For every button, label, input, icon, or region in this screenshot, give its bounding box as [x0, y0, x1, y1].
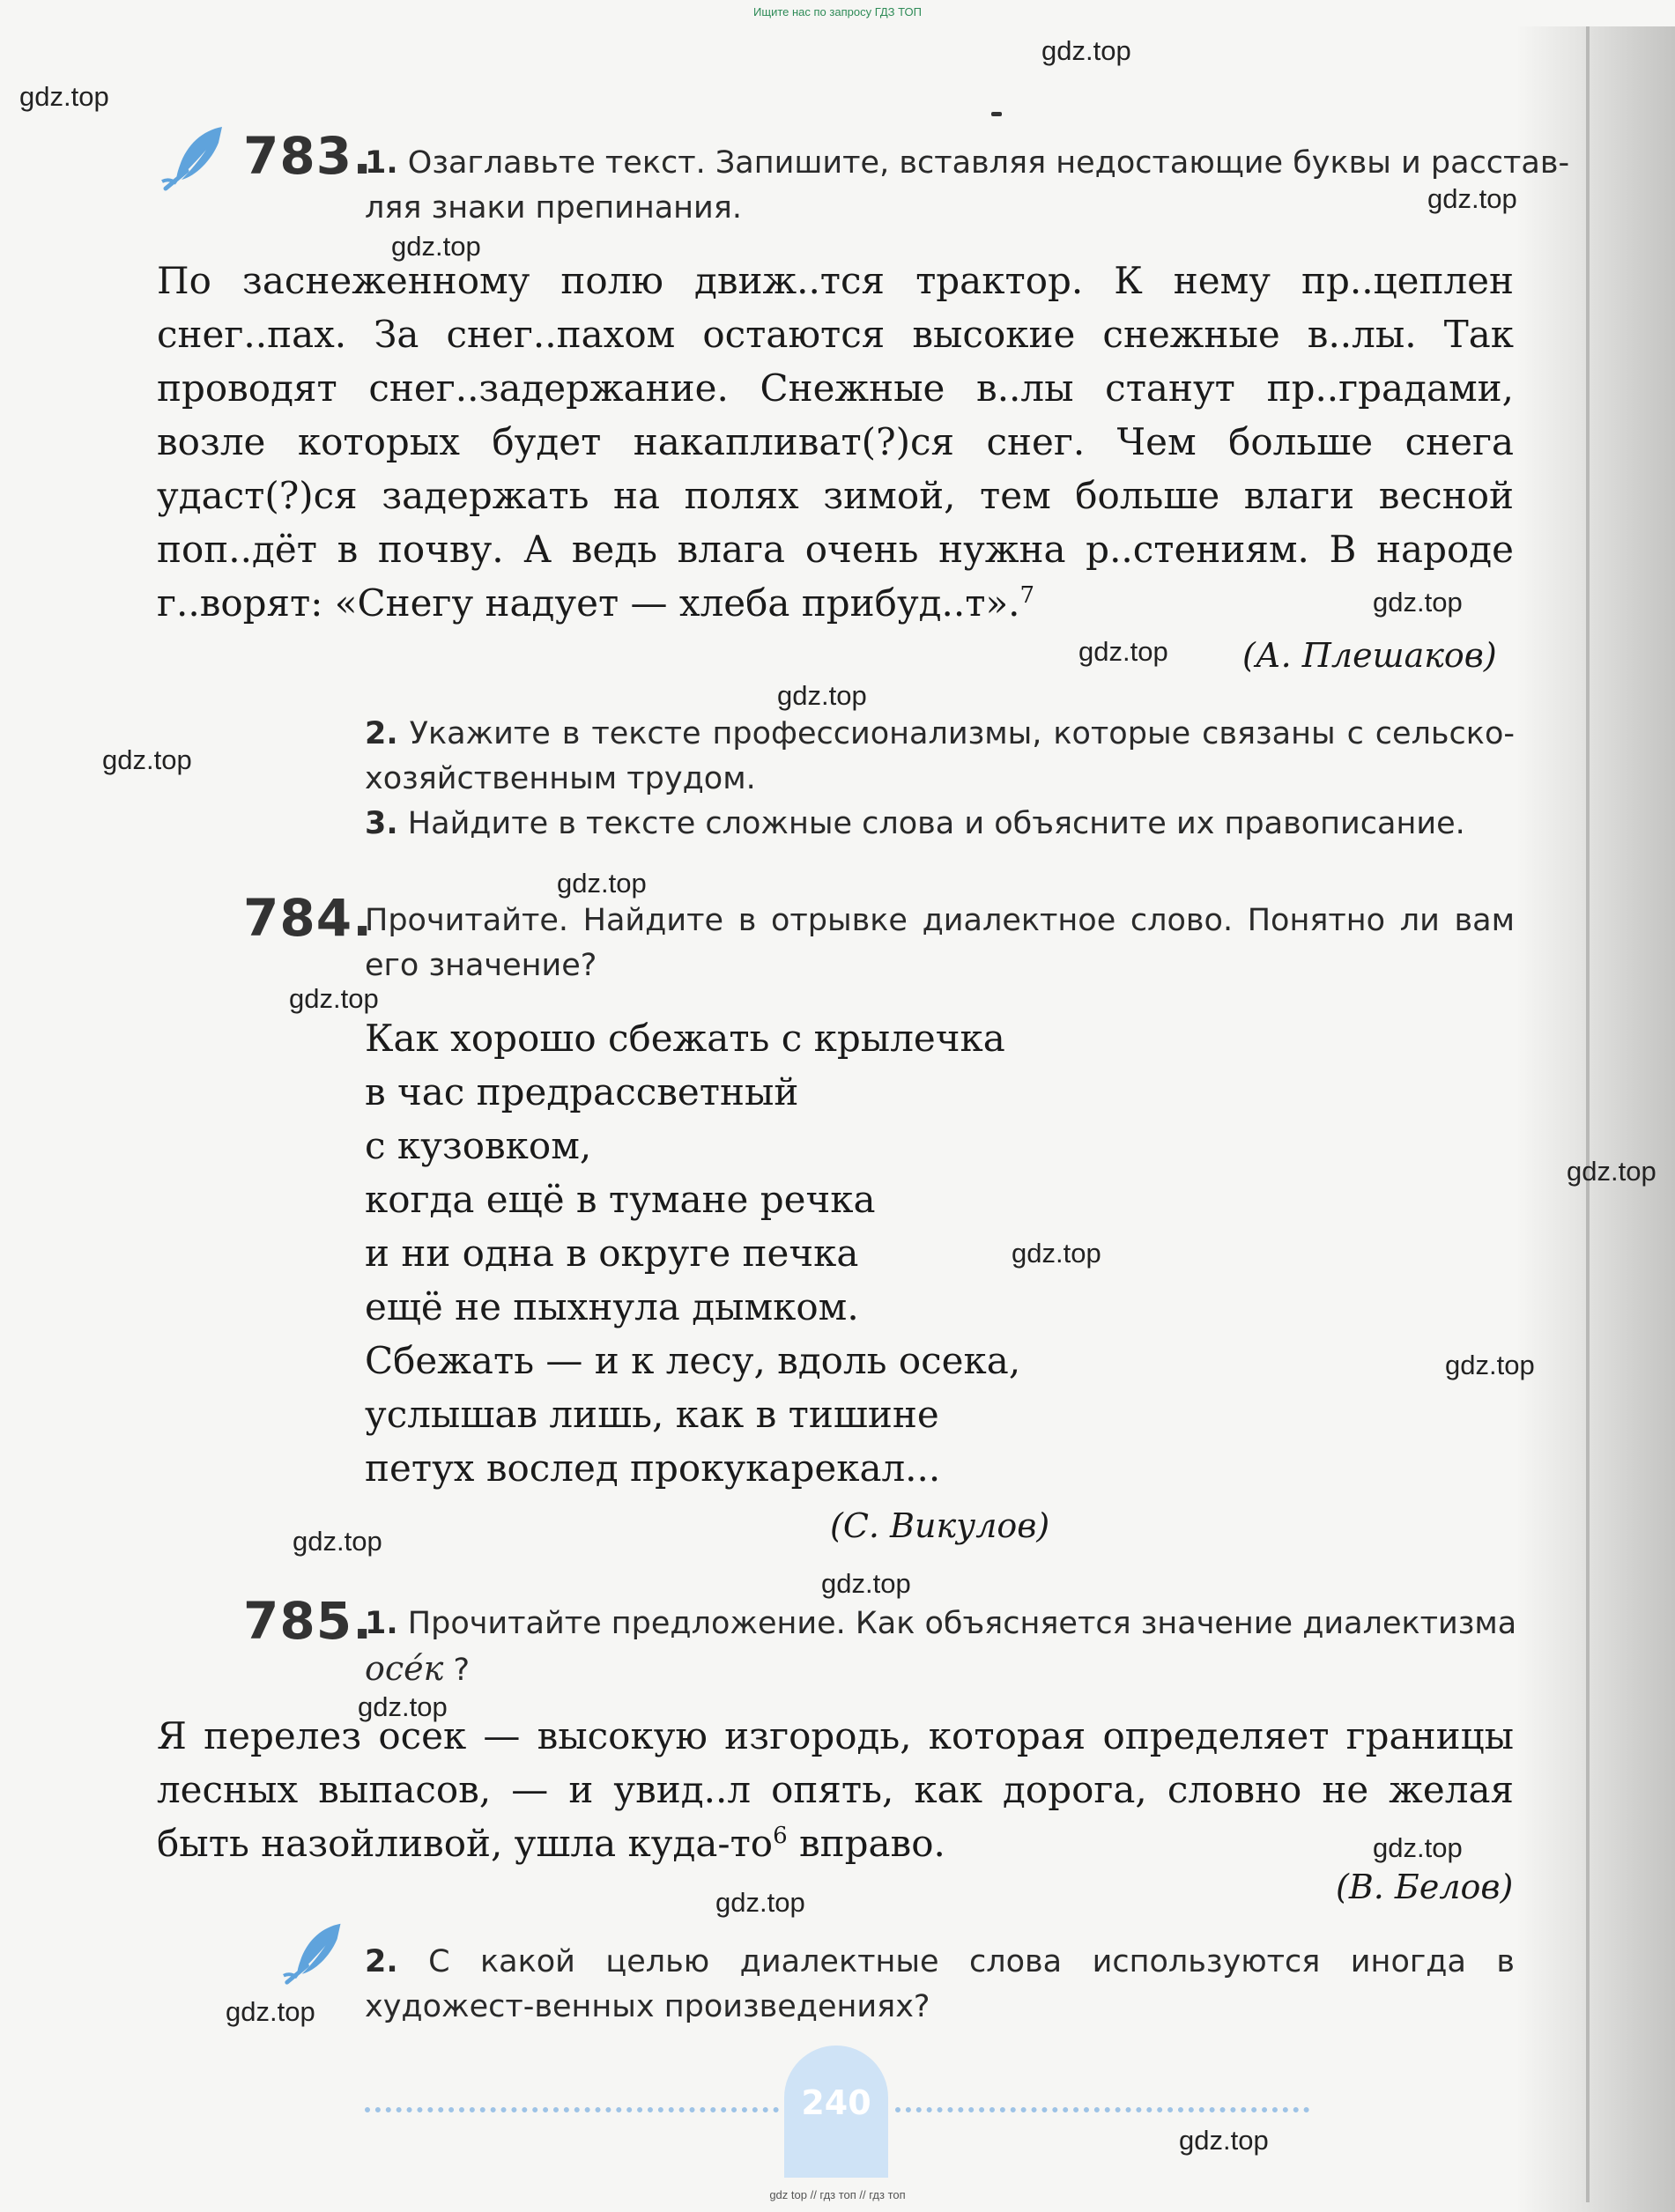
exercise-number-783: 783. — [243, 126, 374, 186]
watermark: gdz.top — [289, 983, 379, 1014]
poem-line: когда ещё в тумане речка — [365, 1178, 876, 1221]
dialect-word: осéк — [365, 1649, 444, 1688]
task-number: 2. — [365, 1944, 398, 1979]
page-number: 240 — [801, 2083, 871, 2122]
ex783-task1 — [365, 141, 1570, 231]
ex785-task2 — [365, 1940, 1515, 2030]
poem-line: ещё не пыхнула дымком. — [365, 1285, 859, 1328]
ex783-task2 — [365, 712, 1515, 802]
ex785-text-body: Я перелез осек — высокую изгородь, которая определяет границы лесных выпасов, — и увид..л опять, как дорога, словно не желая быть назойливой, ушла куда-то — [157, 1714, 1514, 1865]
footer-dots-right — [895, 2107, 1309, 2112]
watermark: gdz.top — [1179, 2125, 1269, 2156]
watermark: gdz.top — [19, 81, 109, 112]
task1-text: Прочитайте предложение. Как объясняется значение диалектизма — [407, 1606, 1517, 1641]
poem-line: с кузовком, — [365, 1124, 592, 1167]
poem-line: Как хорошо сбежать с крылечка — [365, 1017, 1005, 1060]
task2-text: Укажите в тексте профессионализмы, которые связаны с сельско-хозяйственным трудом. — [365, 716, 1515, 796]
watermark: gdz.top — [1012, 1238, 1101, 1269]
watermark: gdz.top — [1567, 1156, 1656, 1187]
top-note: Ищите нас по запросу ГДЗ ТОП — [753, 5, 922, 18]
poem-line: и ни одна в округе печка — [365, 1232, 859, 1275]
watermark: gdz.top — [358, 1691, 448, 1722]
ex783-author: (А. Плешаков) — [1242, 636, 1497, 675]
ex783-text-body: По заснеженному полю движ..тся трактор. К нему пр..цеплен снег..пах. За снег..пахом остаются высокие снежные в..лы. Так проводят снег..задержание. Снежные в..лы станут пр..градами, возле которых будет накапливат(?)ся снег. Чем больше снега удаст(?)ся задержать на полях зимой, тем больше влаги весной поп..дёт в почву. А ведь влага очень нужна р..стениям. В народе г..ворят: «Снегу надует — хлеба прибуд..т». — [157, 259, 1514, 625]
page-spine-shadow — [1516, 26, 1675, 2212]
exercise-number-785: 785. — [243, 1591, 374, 1651]
feather-pen-icon — [160, 123, 231, 194]
ex785-text-end: вправо. — [787, 1822, 945, 1865]
ex784-author: (С. Викулов) — [830, 1506, 1050, 1545]
watermark: gdz.top — [391, 231, 481, 262]
task1-line2: ляя знаки препинания. — [365, 190, 742, 226]
task-number: 3. — [365, 806, 398, 841]
exercise-number-784: 784. — [243, 888, 374, 948]
ex784-task: Прочитайте. Найдите в отрывке диалектное слово. Понятно ли вам его значение? — [365, 903, 1515, 983]
poem-line: в час предрассветный — [365, 1070, 799, 1113]
task1-line1: Озаглавьте текст. Запишите, вставляя недостающие буквы и расстав- — [407, 145, 1570, 181]
task-number: 2. — [365, 716, 398, 751]
footnote-marker: 7 — [1019, 582, 1035, 609]
watermark: gdz.top — [1445, 1350, 1535, 1380]
ex783-task3 — [365, 802, 1515, 847]
ex784-poem — [365, 1011, 1158, 1495]
poem-line: услышав лишь, как в тишине — [365, 1393, 939, 1436]
watermark: gdz.top — [557, 868, 647, 899]
ex785-author: (В. Белов) — [1336, 1868, 1514, 1906]
watermark: gdz.top — [1373, 1832, 1463, 1863]
task-number: 1. — [365, 1606, 398, 1641]
task3-text: Найдите в тексте сложные слова и объясните их правописание. — [407, 806, 1465, 841]
watermark: gdz.top — [715, 1887, 805, 1918]
bottom-note: gdz top // гдз топ // гдз топ — [769, 2188, 906, 2201]
watermark: gdz.top — [777, 680, 867, 711]
footer-dots-left — [365, 2107, 779, 2112]
poem-line: Сбежать — и к лесу, вдоль осека, — [365, 1339, 1021, 1382]
watermark: gdz.top — [1427, 183, 1517, 214]
feather-pen-icon — [282, 1920, 349, 1987]
question-mark: ? — [443, 1653, 471, 1688]
watermark: gdz.top — [1373, 587, 1463, 618]
page-spine-line — [1586, 26, 1590, 2202]
print-mark — [991, 112, 1002, 116]
watermark: gdz.top — [293, 1526, 382, 1557]
ex785-text — [157, 1709, 1514, 1870]
watermark: gdz.top — [1078, 636, 1168, 667]
poem-line: петух вослед прокукарекал... — [365, 1446, 941, 1490]
watermark: gdz.top — [102, 744, 192, 775]
watermark: gdz.top — [1041, 35, 1131, 66]
ex785-task1 — [365, 1602, 1515, 1693]
ex783-text — [157, 254, 1514, 630]
task-number: 1. — [365, 145, 398, 181]
task2-text: С какой целью диалектные слова используются иногда в художест-венных произведениях? — [365, 1944, 1515, 2024]
watermark: gdz.top — [226, 1996, 315, 2027]
footnote-marker: 6 — [773, 1823, 788, 1849]
watermark: gdz.top — [821, 1568, 911, 1599]
